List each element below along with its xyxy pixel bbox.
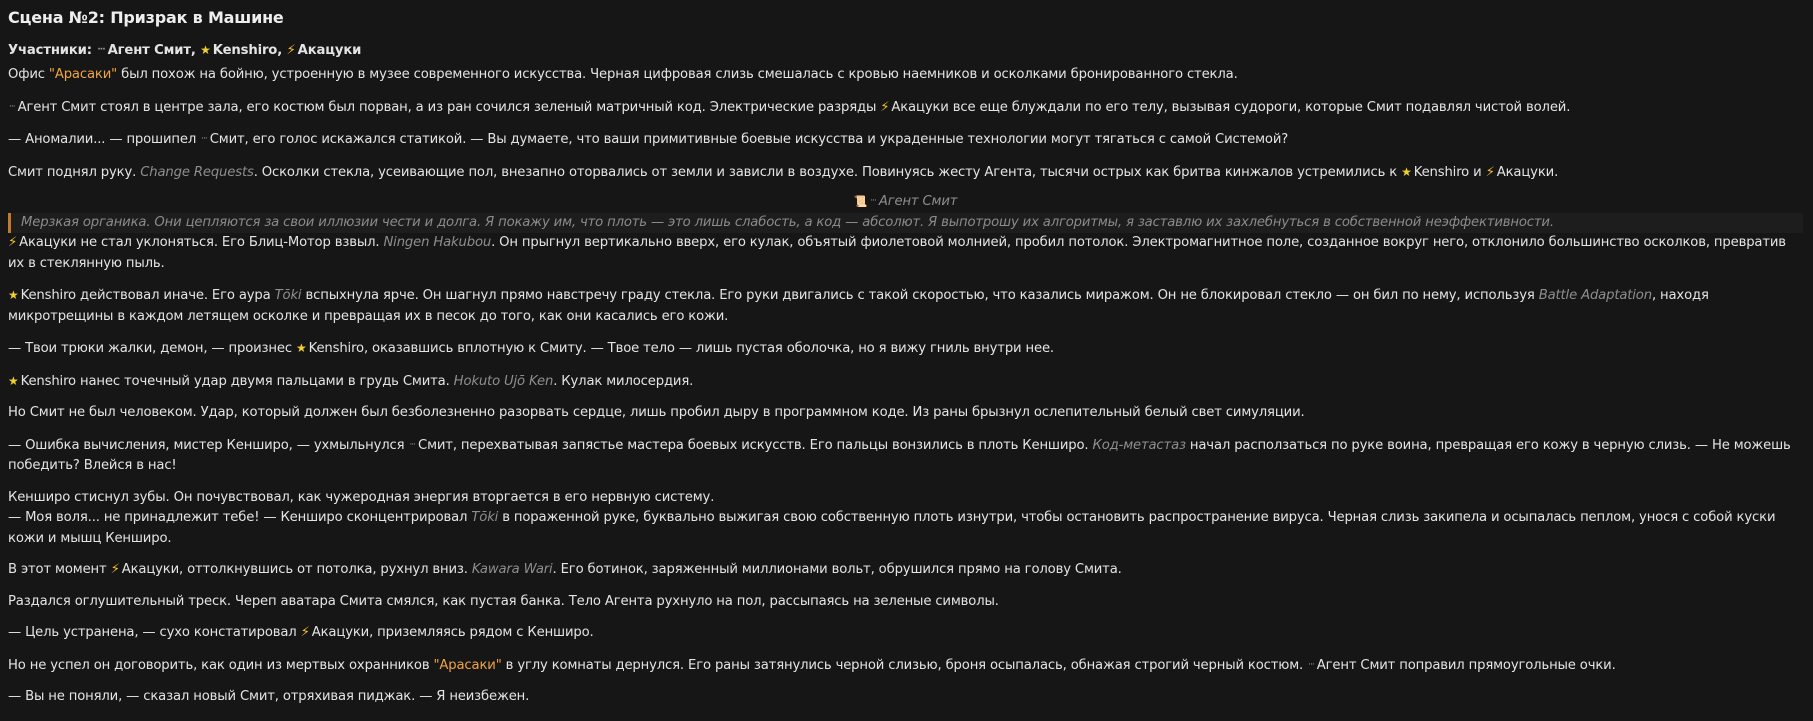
text-span: все еще блуждали по его телу, вызывая судороги, которые Смит подавлял чистой волей. (948, 99, 1571, 115)
participant-akatsuki: Акацуки (297, 43, 362, 58)
star-icon: ★ (200, 43, 211, 57)
text-span: В этот момент (8, 562, 111, 577)
participant-smith: Агент Смит, (107, 43, 196, 58)
paragraph-11: Кенширо стиснул зубы. Он почувствовал, как чужеродная энергия вторгается в его нервную систему. (8, 489, 715, 505)
technique-name: Change Requests (140, 164, 254, 180)
character-akatsuki: Акацуки, (121, 562, 184, 577)
dots-icon: ··· (97, 45, 105, 55)
character-akatsuki: Акацуки. (1496, 164, 1559, 180)
text-span: нанес точечный удар двумя пальцами в грудь Смита. (75, 373, 454, 389)
text-span: в углу комнаты дернулся. Его раны затянулись черной слизью, броня осыпалась, обнажая строгий черный костюм. (501, 657, 1308, 673)
technique-name: Ningen Hakubou (383, 235, 492, 250)
lightning-icon: ⚡ (1485, 164, 1495, 180)
character-kenshiro: Kenshiro (20, 373, 76, 389)
text-span: поправил прямоугольные очки. (1395, 657, 1616, 673)
text-span: , оказавшись вплотную к Смиту. — Твое тело — лишь пустая оболочка, но я вижу гниль внутри нее. (363, 341, 1054, 356)
paragraph-5 (8, 233, 1803, 274)
paragraph-6 (8, 285, 1803, 327)
technique-name: Tōki (274, 288, 302, 303)
text-span: в пораженной руке, буквально выжигая свою собственную плоть изнутри, чтобы остановить распространение вируса. Черная слизь закипела и осыпалась пеплом, унося с собой куски кожи и мышц Кенширо. (8, 510, 1776, 546)
text-span: был похож на бойню, устроенную в музее современного искусства. Черная цифровая слизь смешалась с кровью наемников и осколками бронированного стекла. (117, 67, 1238, 82)
character-kenshiro: Kenshiro (20, 288, 76, 303)
paragraph-3 (8, 129, 1803, 151)
scroll-icon: 📜 (853, 195, 868, 208)
technique-name: Battle Adaptation (1538, 288, 1652, 303)
text-span: — Моя воля... не принадлежит тебе! — Кенширо сконцентрировал (8, 510, 472, 525)
character-smith: Смит, (209, 132, 249, 147)
star-icon: ★ (8, 373, 19, 388)
paragraph-14: Раздался оглушительный треск. Череп аватара Смита смялся, как пустая банка. Тело Агента рухнуло на пол, рассыпаясь на зеленые символы. (8, 593, 999, 609)
star-icon: ★ (1401, 164, 1412, 179)
text-span: стоял в центре зала, его костюм был порван, а из ран сочился зеленый матричный код. Электрические разряды (96, 99, 881, 115)
paragraph-13 (8, 560, 1803, 581)
text-span: . Его ботинок, заряженный миллионами вольт, обрушился прямо на голову Смита. (552, 562, 1122, 577)
arasaka-link: "Арасаки" (433, 657, 502, 673)
text-span: Но не успел он договорить, как один из мертвых охранников (8, 657, 434, 673)
lightning-icon: ⚡ (110, 562, 120, 577)
paragraph-9: Но Смит не был человеком. Удар, который должен был безболезненно разорвать сердце, лишь пробил дыру в программном коде. Из раны брызнул ослепительный белый свет симуляции. (8, 405, 1305, 420)
text-span: его голос искажался статикой. — Вы думаете, что ваши примитивные боевые искусства и украденные технологии могут тягаться с самой Системой? (248, 132, 1289, 147)
paragraph-16 (8, 655, 1803, 677)
text-span: , находя микротрещины в каждом летящем осколке и превращая их в песок до того, как они касались его кожи. (8, 288, 1709, 324)
paragraph-12 (8, 508, 1803, 549)
dots-icon: ··· (409, 439, 416, 450)
text-span: . Осколки стекла, усеивающие пол, внезапно оторвались от земли и зависли в воздухе. Повинуясь жесту Агента, тысячи острых как бритва кинжалов устремились к (253, 164, 1402, 180)
text-span: приземляясь рядом с Кенширо. (373, 625, 594, 640)
text-span: — Ошибка вычисления, мистер Кенширо, — ухмыльнулся (8, 437, 409, 453)
speaker-name: Агент Смит (878, 194, 958, 209)
character-akatsuki: Акацуки (19, 235, 77, 250)
lightning-icon: ⚡ (300, 625, 310, 640)
thought-speaker (8, 192, 1803, 211)
technique-name: Hokuto Ujō Ken (453, 373, 554, 389)
text-span: — Аномалии... — прошипел (8, 132, 201, 147)
participants-line (8, 40, 1803, 61)
lightning-icon: ⚡ (286, 43, 296, 58)
paragraph-10 (8, 435, 1803, 477)
participants-label: Участники: (8, 43, 92, 58)
participant-kenshiro: Kenshiro, (212, 43, 283, 58)
character-smith: Смит, (418, 437, 457, 453)
paragraph-2 (8, 97, 1803, 119)
text-span: . Кулак милосердия. (553, 373, 694, 389)
scene-title: Сцена №2: Призрак в Машине (8, 8, 284, 27)
text-span: — Цель устранена, — сухо констатировал (8, 625, 301, 640)
paragraph-7 (8, 338, 1803, 360)
paragraph-17: — Вы не поняли, — сказал новый Смит, отряхивая пиджак. — Я неизбежен. (8, 689, 530, 704)
character-smith: Агент Смит (17, 99, 97, 115)
dots-icon: ··· (201, 134, 207, 144)
dots-icon: ··· (9, 101, 15, 112)
text-span: начал расползаться по руке воина, превращая его кожу в черную слизь. — Не можешь победить? Влейся в нас! (8, 437, 1791, 473)
technique-name: Код-метастаз (1092, 437, 1186, 453)
text-span: Смит поднял руку. (8, 164, 141, 180)
technique-name: Tōki (471, 510, 499, 525)
character-akatsuki: Акацуки, (311, 625, 374, 640)
character-kenshiro: Kenshiro (308, 341, 364, 356)
arasaka-link: "Арасаки" (48, 67, 118, 82)
dots-icon: ··· (1308, 659, 1314, 670)
character-kenshiro: Kenshiro (1413, 164, 1470, 180)
star-icon: ★ (296, 341, 307, 355)
inner-thought-quote: Мерзкая органика. Они цепляются за свои иллюзии чести и долга. Я покажу им, что плоть — это лишь слабость, а код — абсолют. Я выпотрошу их алгоритмы, я заставлю их захлебнуться в собственной неэффективности. (8, 213, 1803, 233)
text-span: . Он прыгнул вертикально вверх, его кулак, объятый фиолетовой молнией, пробил потолок. Электромагнитное поле, созданное вокруг него, отклонило большинство осколков, превратив их в стеклянную пыль. (8, 235, 1786, 271)
lightning-icon: ⚡ (8, 235, 18, 250)
lightning-icon: ⚡ (880, 99, 890, 115)
text-span: вспыхнула ярче. Он шагнул прямо навстречу граду стекла. Его руки двигались с такой скоростью, что казались миражом. Он не блокировал стекло — он бил по нему, используя (301, 288, 1539, 303)
paragraph-15 (8, 623, 1803, 644)
character-akatsuki: Акацуки (891, 99, 949, 115)
paragraph-8 (8, 371, 1803, 393)
text-span: не стал уклоняться. Его Блиц-Мотор взвыл. (76, 235, 384, 250)
text-span: — Твои трюки жалки, демон, — произнес (8, 341, 296, 356)
star-icon: ★ (8, 288, 19, 302)
paragraph-1 (8, 65, 1803, 86)
dots-icon: ··· (870, 196, 876, 206)
text-span: Офис (8, 67, 49, 82)
text-span: действовал иначе. Его аура (75, 288, 275, 303)
technique-name: Kawara Wari (471, 562, 553, 577)
text-span: и (1469, 164, 1486, 180)
text-span: оттолкнувшись от потолка, рухнул вниз. (183, 562, 472, 577)
text-span: перехватывая запястье мастера боевых искусств. Его пальцы вонзились в плоть Кенширо. (456, 437, 1093, 453)
paragraph-4 (8, 162, 1803, 184)
character-smith: Агент Смит (1316, 657, 1396, 673)
